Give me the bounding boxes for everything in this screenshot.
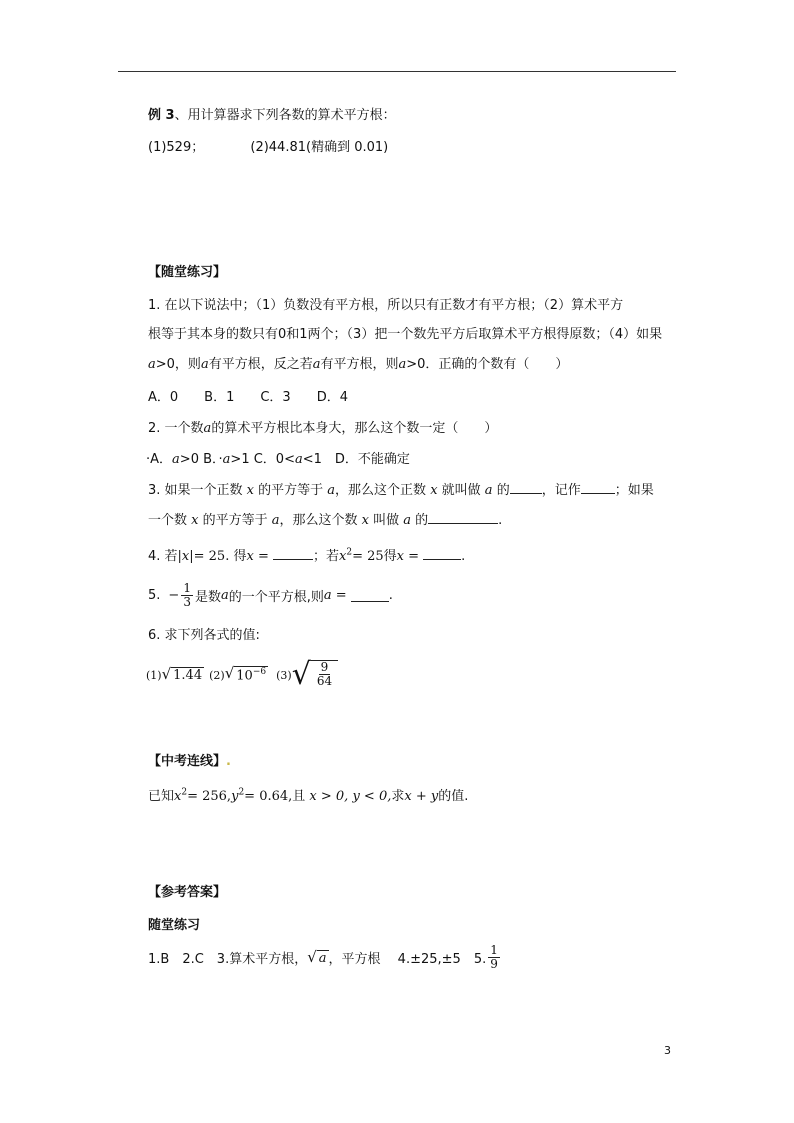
- answers-line: [148, 944, 502, 971]
- q4-text: 4. 若: [148, 549, 178, 564]
- q3-text: 叫做: [369, 513, 404, 528]
- q4-text: = 25得: [352, 549, 397, 564]
- q1-var: a: [200, 357, 209, 372]
- exam-math: = 0.64,且: [244, 789, 306, 804]
- q3-var: a: [403, 513, 412, 528]
- radicand: a: [318, 950, 327, 966]
- exam-text: 的值.: [438, 789, 469, 804]
- example3-text: 、用计算器求下列各数的算术平方根：: [174, 108, 396, 123]
- radicand: 1.44: [173, 668, 203, 683]
- radicand: 10: [236, 668, 253, 684]
- q3-var: x: [191, 513, 199, 528]
- q5-fraction: [181, 582, 193, 609]
- q2-options: [146, 448, 410, 467]
- q6-label: (3): [276, 668, 292, 682]
- q4-math: x =: [396, 549, 420, 564]
- answer-blank: [428, 511, 498, 524]
- q1-line2: 根等于其本身的数只有0和1两个；（3）把一个数先平方后取算术平方根得原数；（4）如果: [148, 327, 663, 342]
- q5-text: 的一个平方根,则: [228, 590, 324, 605]
- header-rule: [118, 71, 676, 72]
- sqrt-expression: √ 1.44: [161, 665, 203, 683]
- q5-text: 5.: [148, 588, 161, 603]
- q2-var: a: [203, 421, 212, 436]
- q6-stem: 6. 求下列各式的值:: [148, 628, 260, 643]
- q5-math: a =: [323, 588, 347, 603]
- q2-var: a: [222, 452, 231, 467]
- exam-math: x > 0, y < 0,: [309, 789, 392, 804]
- q4-math: x =: [246, 549, 269, 564]
- q4-text: ；若: [312, 549, 339, 564]
- answer-blank: [351, 589, 389, 602]
- exam-heading: [148, 750, 231, 769]
- q1-text: >0．正确的个数有（ ）: [406, 357, 569, 372]
- sqrt-expression: √ a: [307, 947, 327, 966]
- fraction-numerator: 9: [320, 660, 329, 674]
- q1-line1: 1. 在以下说法中；（1）负数没有平方根，所以只有正数才有平方根；（2）算术平方: [148, 298, 624, 313]
- exam-sup: 2: [238, 787, 245, 798]
- q3-text: ，那么这个正数: [335, 483, 431, 498]
- page-number: 3: [664, 1044, 671, 1057]
- fraction-numerator: 1: [490, 943, 498, 957]
- fraction-denominator: 9: [490, 957, 498, 971]
- answers-text: ，平方根 4.±25,±5 5.: [328, 952, 487, 967]
- q3-text: 3. 如果一个正数: [148, 483, 247, 498]
- q6-items: [146, 657, 338, 692]
- q5-minus: −: [168, 588, 180, 603]
- exam-heading-text: 【中考连线】: [148, 754, 227, 769]
- exam-var: x: [174, 789, 182, 804]
- q3-text: 的: [411, 513, 429, 528]
- q3-text: 的平方等于: [254, 483, 328, 498]
- q3-var: a: [327, 483, 336, 498]
- sqrt-expression: √ $10^{-6}$: [224, 664, 267, 684]
- q4-text: = 25. 得: [193, 549, 247, 564]
- q4-sup: 2: [346, 547, 353, 558]
- practice-heading: 【随堂练习】: [148, 265, 227, 280]
- q1-var: a: [312, 357, 321, 372]
- sqrt-fraction: √ $\frac{9}{64}$: [292, 660, 338, 690]
- q3-var: x: [361, 513, 369, 528]
- q3-line1: [148, 479, 654, 498]
- exam-math: x + y: [404, 789, 439, 804]
- example3-title: [148, 104, 396, 123]
- q2-text: ·A．: [146, 452, 173, 467]
- q4-abs: |x|: [177, 549, 194, 564]
- exam-math: = 256,: [187, 789, 232, 804]
- q3-text: 就叫做: [437, 483, 485, 498]
- q6-label: (1): [146, 668, 162, 682]
- q3-text: .: [498, 513, 503, 528]
- answers-subheading: 随堂练习: [148, 918, 201, 933]
- q4-text: .: [461, 549, 466, 564]
- example3-parts: [148, 136, 388, 155]
- exam-var: y: [231, 789, 239, 804]
- q2-text: >1 C．0<: [230, 452, 295, 467]
- q1-text: 有平方根，则: [320, 357, 399, 372]
- q5-text: .: [388, 588, 393, 603]
- q2-stem: [148, 417, 497, 436]
- radicand-exponent: −6: [252, 667, 267, 678]
- q3-var: x: [246, 483, 255, 498]
- q3-text: ，记作: [541, 483, 581, 498]
- example3-label: 例 3: [148, 108, 175, 123]
- decorative-dot: .: [226, 754, 231, 769]
- q5-text: 是数: [194, 590, 221, 605]
- answer-blank: [273, 547, 313, 560]
- q3-line2: [148, 509, 502, 528]
- q3-text: 的: [492, 483, 510, 498]
- answer-blank: [423, 547, 461, 560]
- q3-var: a: [484, 483, 493, 498]
- q3-text: 一个数: [148, 513, 192, 528]
- q4: [148, 545, 465, 564]
- q3-var: x: [430, 483, 438, 498]
- exam-text: 已知: [148, 789, 175, 804]
- q5: [148, 582, 393, 609]
- q2-var: a: [172, 452, 180, 467]
- answers-text: 1.B 2.C 3.算术平方根，: [148, 952, 308, 967]
- q3-text: ；如果: [614, 483, 654, 498]
- fraction-denominator: 64: [316, 674, 333, 688]
- q2-text: >0 B．·: [179, 452, 223, 467]
- exam-sup: 2: [181, 787, 188, 798]
- q6-fraction: [315, 661, 334, 688]
- example3-part1: (1)529；: [148, 140, 205, 155]
- q1-text: >0，则: [155, 357, 201, 372]
- example3-part2: (2)44.81(精确到 0.01): [250, 140, 389, 155]
- q2-var: a: [294, 452, 303, 467]
- q5-var: a: [220, 588, 229, 603]
- fraction-denominator: 3: [183, 595, 191, 609]
- q4-var: x: [339, 549, 347, 564]
- q1-text: 有平方根，反之若: [208, 357, 313, 372]
- q2-text: <1 D．不能确定: [302, 452, 410, 467]
- q1-options: A．0 B．1 C．3 D．4: [148, 390, 348, 405]
- q1-line3: [148, 353, 568, 372]
- q3-text: ，那么这个数: [279, 513, 362, 528]
- q1-var: a: [148, 357, 156, 372]
- q3-text: 的平方等于: [198, 513, 272, 528]
- answers-heading: 【参考答案】: [148, 885, 227, 900]
- q2-text: 的算术平方根比本身大，那么这个数一定（ ）: [211, 421, 498, 436]
- answer-blank: [581, 481, 615, 494]
- exam-text: 求: [391, 789, 405, 804]
- q2-text: 2. 一个数: [148, 421, 204, 436]
- answer-fraction: [488, 944, 500, 971]
- fraction-numerator: 1: [183, 581, 191, 595]
- q1-var: a: [398, 357, 407, 372]
- exam-question: [148, 785, 468, 804]
- q6-label: (2): [209, 668, 225, 682]
- answer-blank: [510, 481, 542, 494]
- q3-var: a: [271, 513, 280, 528]
